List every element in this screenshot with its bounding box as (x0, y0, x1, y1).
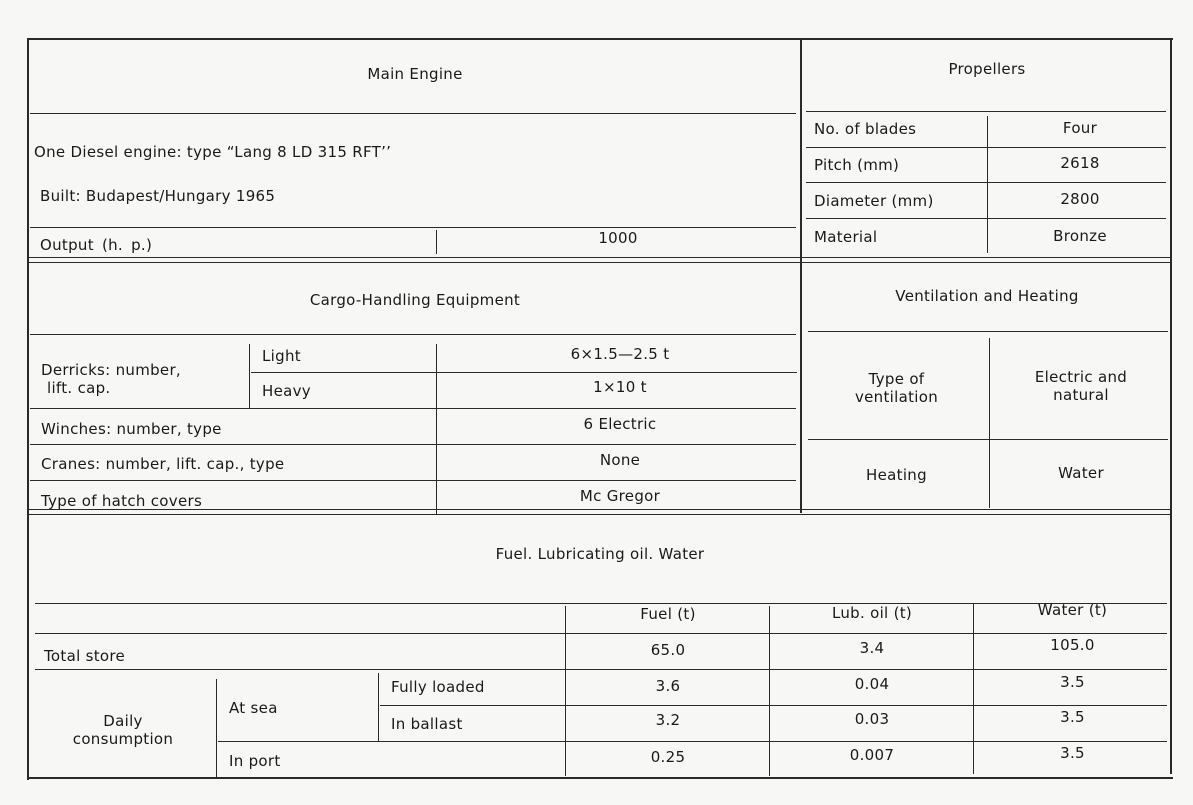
derricks-heavy-value: 1×10 t (593, 378, 647, 396)
in-ballast-fuel: 3.2 (655, 711, 681, 729)
derricks-mid-rule (251, 372, 797, 373)
fuel-header-rule (35, 633, 1167, 634)
daily-consumption-label-2: consumption (72, 730, 174, 748)
water-col-header: Water (t) (1037, 601, 1108, 619)
engine-type: One Diesel engine: type “Lang 8 LD 315 RFT’’ (34, 143, 392, 161)
hatch-covers-label: Type of hatch covers (41, 492, 203, 510)
propellers-col-divider (987, 116, 988, 253)
daily-consumption-label-1: Daily (103, 712, 143, 730)
fuel-col-header: Fuel (t) (640, 605, 696, 623)
output-value: 1000 (598, 229, 638, 247)
ventilation-type-value-1: Electric and (1034, 368, 1128, 386)
in-port-lub-oil: 0.007 (849, 746, 895, 764)
heating-label: Heating (866, 466, 927, 484)
ventilation-row-rule (808, 439, 1168, 440)
divider-section-1 (27, 257, 1172, 258)
output-rule (30, 227, 796, 228)
main-engine-title-rule (30, 113, 796, 114)
divider-section-2b (27, 514, 1172, 515)
fully-loaded-water: 3.5 (1060, 673, 1085, 691)
propellers-title-rule (806, 111, 1166, 112)
hatch-covers-value: Mc Gregor (579, 487, 661, 505)
fuel-total-rule (35, 669, 1167, 670)
propellers-row-rule-3 (806, 218, 1166, 219)
fully-loaded-label: Fully loaded (391, 678, 485, 696)
propeller-diameter-value: 2800 (1060, 190, 1100, 208)
in-port-fuel: 0.25 (650, 748, 686, 766)
heating-value: Water (1058, 464, 1104, 482)
total-store-water: 105.0 (1050, 636, 1095, 654)
derricks-heavy-label: Heavy (262, 382, 311, 400)
total-store-label: Total store (44, 647, 126, 665)
fuel-port-rule (218, 741, 1167, 742)
fuel-col-divider-2 (769, 606, 770, 776)
in-ballast-lub-oil: 0.03 (854, 710, 890, 728)
propeller-material-label: Material (814, 228, 878, 246)
derricks-light-label: Light (262, 347, 301, 365)
ventilation-title: Ventilation and Heating (895, 287, 1079, 305)
frame-bottom (27, 777, 1173, 779)
propeller-blades-label: No. of blades (814, 120, 917, 138)
engine-built: Built: Budapest/Hungary 1965 (40, 187, 276, 205)
cargo-row-rule-3 (30, 480, 796, 481)
fuel-title: Fuel. Lubricating oil. Water (495, 545, 705, 563)
divider-section-1b (27, 262, 1172, 263)
total-store-lub-oil: 3.4 (859, 639, 885, 657)
lub-oil-col-header: Lub. oil (t) (831, 604, 913, 622)
winches-value: 6 Electric (583, 415, 657, 433)
main-engine-title: Main Engine (367, 65, 463, 83)
daily-subdivider-1 (216, 679, 217, 777)
cargo-row-rule-2 (30, 444, 796, 445)
frame-left (27, 38, 29, 780)
in-port-water: 3.5 (1060, 744, 1085, 762)
cargo-row-rule-1 (30, 408, 796, 409)
cargo-title-rule (30, 334, 796, 335)
ventilation-title-rule (808, 331, 1168, 332)
daily-subdivider-2 (378, 673, 379, 741)
divider-upper (800, 38, 802, 513)
cranes-value: None (599, 451, 641, 469)
derricks-light-value: 6×1.5—2.5 t (570, 345, 670, 363)
propellers-row-rule-1 (806, 147, 1166, 148)
total-store-fuel: 65.0 (650, 641, 686, 659)
ventilation-type-label-1: Type of (868, 370, 925, 388)
fuel-ballast-rule (380, 705, 1167, 706)
at-sea-label: At sea (229, 699, 278, 717)
ventilation-col-divider (989, 338, 990, 508)
propeller-diameter-label: Diameter (mm) (814, 192, 934, 210)
derricks-label-line2: lift. cap. (47, 379, 111, 397)
propeller-pitch-value: 2618 (1060, 154, 1100, 172)
propeller-blades-value: Four (1062, 119, 1098, 137)
ventilation-type-label-2: ventilation (854, 388, 939, 406)
cranes-label: Cranes: number, lift. cap., type (41, 455, 285, 473)
in-port-label: In port (229, 752, 281, 770)
in-ballast-label: In ballast (391, 715, 463, 733)
propellers-row-rule-2 (806, 182, 1166, 183)
fuel-col-divider-3 (973, 604, 974, 774)
frame-top (27, 38, 1173, 40)
winches-label: Winches: number, type (41, 420, 222, 438)
cargo-value-divider (436, 344, 437, 514)
in-ballast-water: 3.5 (1060, 708, 1085, 726)
cargo-title: Cargo-Handling Equipment (309, 291, 521, 309)
output-label: Output (h. p.) (40, 236, 153, 254)
propeller-pitch-label: Pitch (mm) (814, 156, 900, 174)
fully-loaded-lub-oil: 0.04 (854, 675, 890, 693)
derricks-subdivider (249, 344, 250, 408)
derricks-label-line1: Derricks: number, (41, 361, 181, 379)
ventilation-type-value-2: natural (1053, 386, 1109, 404)
propellers-title: Propellers (948, 60, 1026, 78)
fully-loaded-fuel: 3.6 (655, 677, 681, 695)
fuel-col-divider-1 (565, 606, 566, 776)
propeller-material-value: Bronze (1053, 227, 1107, 245)
frame-right (1170, 38, 1172, 774)
